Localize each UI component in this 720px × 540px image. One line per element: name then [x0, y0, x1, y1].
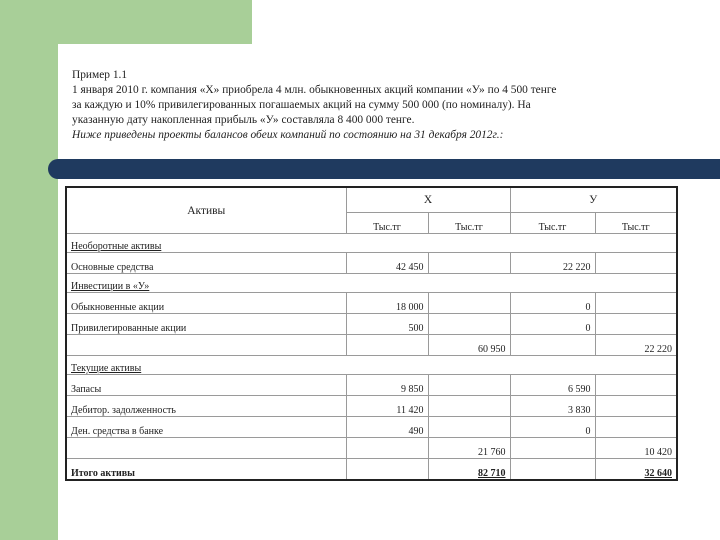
current-total-x: 21 760 — [428, 438, 510, 459]
cash-y: 0 — [510, 417, 595, 438]
company-y-header: У — [510, 187, 677, 213]
investments-heading: Инвестиции в «У» — [66, 274, 677, 293]
preferred-shares-y: 0 — [510, 314, 595, 335]
preferred-shares-label: Привилегированные акции — [66, 314, 346, 335]
inventory-y: 6 590 — [510, 375, 595, 396]
receivables-label: Дебитор. задолженность — [66, 396, 346, 417]
decorative-green-strip — [0, 184, 58, 540]
unit-y-2: Тыс.тг — [595, 213, 677, 234]
intro-line-1: 1 января 2010 г. компания «Х» приобрела 4 млн. обыкновенных акций компании «У» по 4 500 тенге — [72, 84, 557, 96]
ordinary-shares-y: 0 — [510, 293, 595, 314]
noncurrent-heading: Необоротные активы — [66, 234, 677, 253]
assets-header: Активы — [66, 187, 346, 234]
total-assets-y: 32 640 — [595, 459, 677, 481]
balance-table-wrap — [65, 186, 676, 510]
noncurrent-total-y: 22 220 — [595, 335, 677, 356]
inventory-label: Запасы — [66, 375, 346, 396]
receivables-y: 3 830 — [510, 396, 595, 417]
noncurrent-total-x: 60 950 — [428, 335, 510, 356]
unit-y-1: Тыс.тг — [510, 213, 595, 234]
balance-table — [65, 186, 678, 481]
unit-x-1: Тыс.тг — [346, 213, 428, 234]
fixed-assets-x: 42 450 — [346, 253, 428, 274]
divider-bar — [48, 159, 720, 179]
fixed-assets-y: 22 220 — [510, 253, 595, 274]
intro-text — [72, 68, 702, 143]
cash-x: 490 — [346, 417, 428, 438]
total-assets-x: 82 710 — [428, 459, 510, 481]
inventory-x: 9 850 — [346, 375, 428, 396]
ordinary-shares-x: 18 000 — [346, 293, 428, 314]
intro-line-3: указанную дату накопленная прибыль «У» составляла 8 400 000 тенге. — [72, 114, 415, 126]
current-heading: Текущие активы — [66, 356, 677, 375]
preferred-shares-x: 500 — [346, 314, 428, 335]
cash-label: Ден. средства в банке — [66, 417, 346, 438]
intro-line-2: за каждую и 10% привилегированных погашаемых акций на сумму 500 000 (по номиналу). На — [72, 99, 531, 111]
total-assets-label: Итого активы — [66, 459, 346, 481]
current-total-y: 10 420 — [595, 438, 677, 459]
receivables-x: 11 420 — [346, 396, 428, 417]
intro-line-4: Ниже приведены проекты балансов обеих компаний по состоянию на 31 декабря 2012г.: — [72, 129, 504, 141]
fixed-assets-label: Основные средства — [66, 253, 346, 274]
company-x-header: Х — [346, 187, 510, 213]
unit-x-2: Тыс.тг — [428, 213, 510, 234]
example-title: Пример 1.1 — [72, 69, 128, 81]
ordinary-shares-label: Обыкновенные акции — [66, 293, 346, 314]
